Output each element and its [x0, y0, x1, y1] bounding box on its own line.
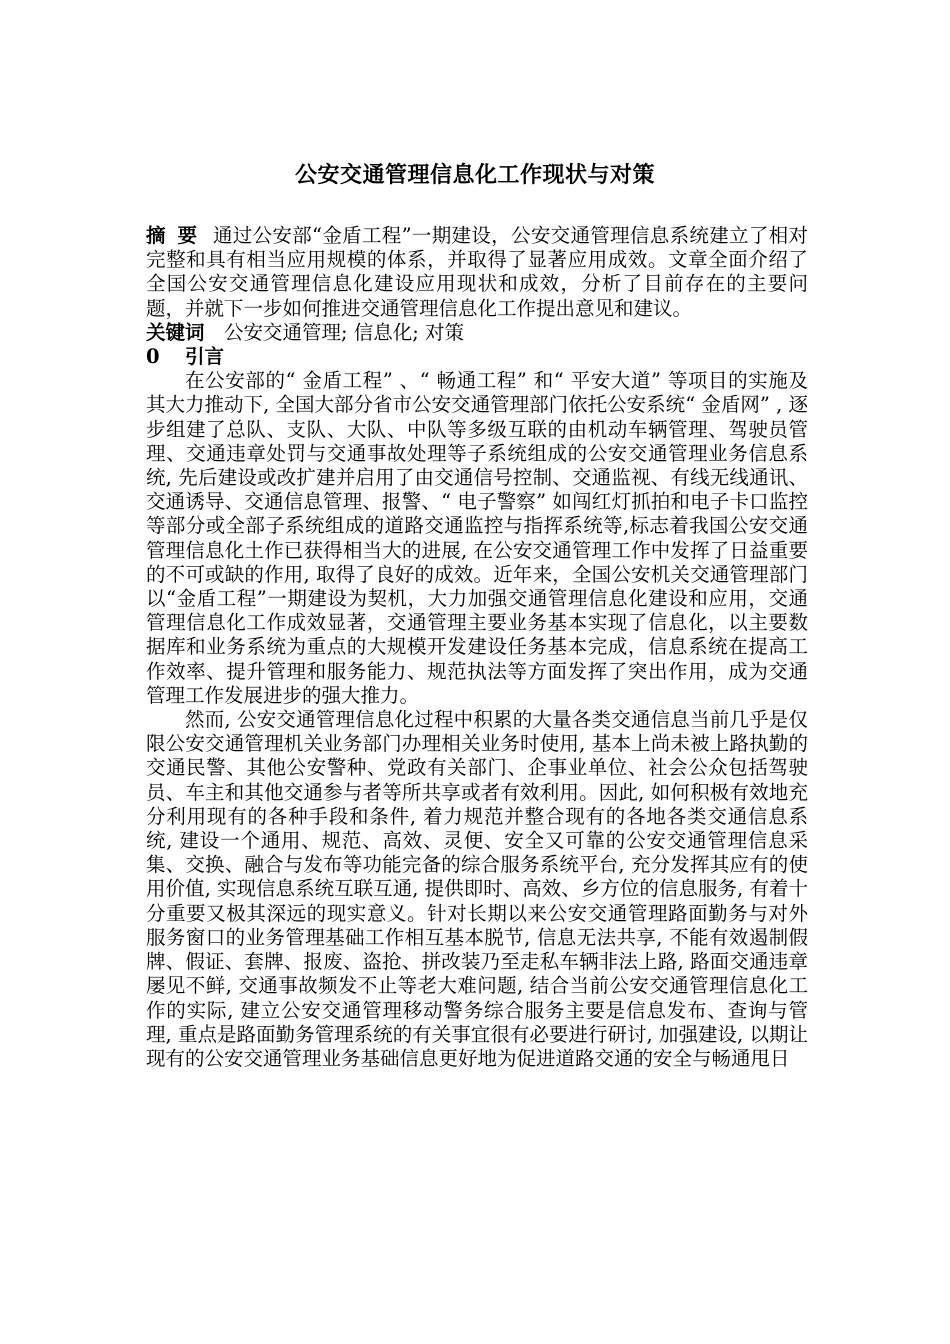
section-title: 引言 — [185, 345, 225, 369]
section-number: 0 — [146, 345, 160, 369]
body-paragraph-1: 在公安部的“ 金盾工程” 、“ 畅通工程” 和“ 平安大道” 等项目的实施及其大力推动下, 全国大部分省市公安交通管理部门依托公安系统“ 金盾网” , 逐步组建了总队、支队、大队、中队等多级互联的由机动车辆管理、驾驶员管理、交通违章处罚与交通事故处理等子系统组成的公安交通管理业务信息系统, 先后建设或改扩建并启用了由交通信号控制、交通监视、有线无线通讯、交通诱导、交通信息管理、报警、“ 电子警察” 如闯红灯抓拍和电子卡口监控等部分或全部子系统组成的道路交通监控与指挥系统等,标志着我国公安交通管理信息化土作已获得相当大的进展, 在公安交通管理工作中发挥了日益重要的不可或缺的作用, 取得了良好的成效。近年来，全国公安机关交通管理部门以“金盾工程”一期建设为契机，大力加强交通管理信息化建设和应用，交通管理信息化工作成效显著，交通管理主要业务基本实现了信息化，以主要数据库和业务系统为重点的大规模开发建设任务基本完成，信息系统在提高工作效率、提升管理和服务能力、规范执法等方面发挥了突出作用，成为交通管理工作发展进步的强大推力。 — [146, 369, 808, 707]
abstract-text: 通过公安部“金盾工程”一期建设，公安交通管理信息系统建立了相对完整和具有相当应用规模的体系，并取得了显著应用成效。文章全面介绍了全国公安交通管理信息化建设应用现状和成效，分析了目前存在的主要问题，并就下一步如何推进交通管理信息化工作提出意见和建议。 — [146, 224, 808, 320]
keywords-text: 公安交通管理; 信息化; 对策 — [224, 320, 465, 344]
keywords-line — [146, 321, 808, 345]
section-heading — [146, 345, 808, 369]
document-title: 公安交通管理信息化工作现状与对策 — [294, 162, 655, 188]
abstract-paragraph — [146, 224, 808, 321]
keywords-label: 关键词 — [146, 320, 205, 344]
body-paragraph-2: 然而, 公安交通管理信息化过程中积累的大量各类交通信息当前几乎是仅限公安交通管理机关业务部门办理相关业务时使用, 基本上尚未被上路执勤的交通民警、其他公安警种、党政有关部门、企事业单位、社会公众包括驾驶员、车主和其他交通参与者等所共享或者有效利用。因此, 如何积极有效地充分利用现有的各种手段和条件, 着力规范并整合现有的各地各类交通信息系统, 建设一个通用、规范、高效、灵便、安全又可靠的公安交通管理信息采集、交换、融合与发布等功能完备的综合服务系统平台, 充分发挥其应有的使用价值, 实现信息系统互联互通, 提供即时、高效、乡方位的信息服务, 有着十分重要又极其深远的现实意义。针对长期以来公安交通管理路面勤务与对外服务窗口的业务管理基础工作相互基本脱节, 信息无法共享, 不能有效遏制假牌、假证、套牌、报废、盗抢、拼改装乃至走私车辆非法上路, 路面交通违章屡见不鲜, 交通事故频发不止等老大难问题, 结合当前公安交通管理信息化工作的实际, 建立公安交通管理移动警务综合服务主要是信息发布、查询与管理, 重点是路面勤务管理系统的有关事宜很有必要进行研讨, 加强建设, 以期让现有的公安交通管理业务基础信息更好地为促进道路交通的安全与畅通甩日 — [146, 708, 808, 1070]
document-body — [146, 224, 808, 1071]
abstract-label: 摘要 — [146, 224, 210, 247]
